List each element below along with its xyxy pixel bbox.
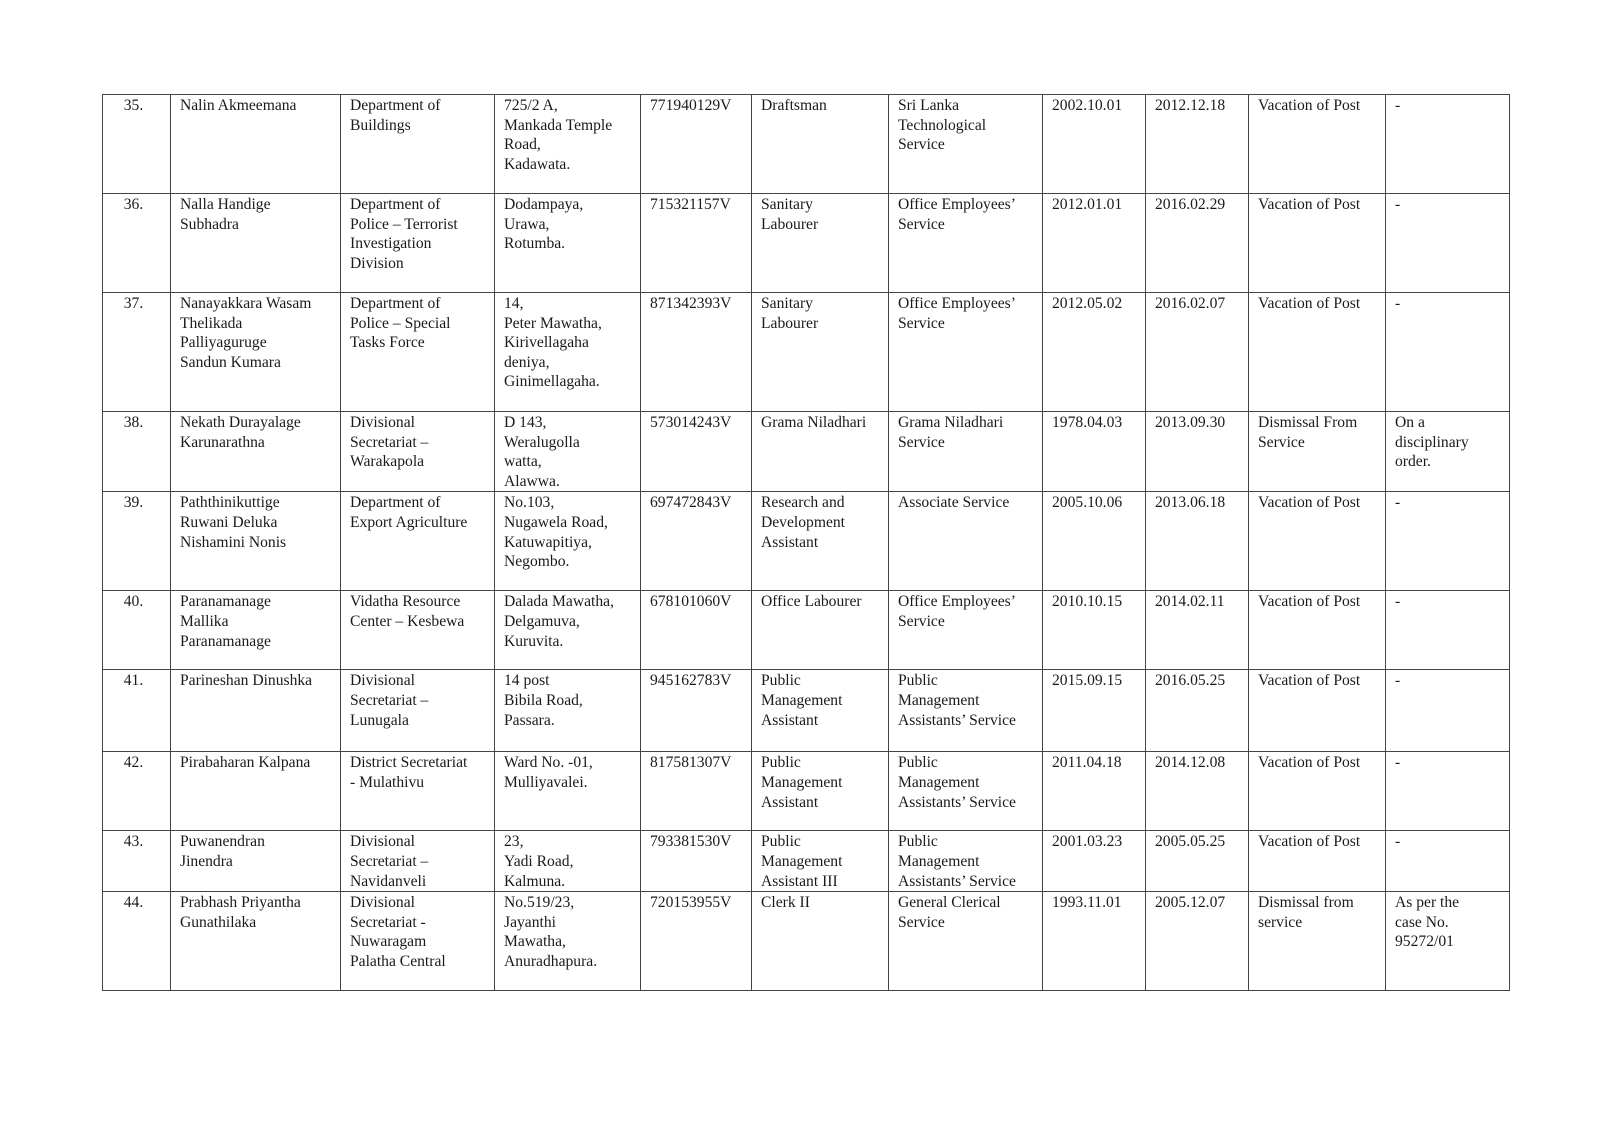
reason-line: Vacation of Post xyxy=(1258,672,1361,690)
address-line: D 143, xyxy=(504,414,547,431)
service-line: Management xyxy=(898,691,980,709)
address-line: deniya, xyxy=(504,353,550,371)
address-line: Anuradhapura. xyxy=(504,952,598,970)
row-number-cell: 36. xyxy=(103,194,171,293)
service-line: Public xyxy=(898,754,938,772)
service-line: Assistants’ Service xyxy=(898,793,1016,811)
name-line: Nalin Akmeemana xyxy=(180,97,297,114)
address-line: Katuwapitiya, xyxy=(504,533,592,551)
name-cell xyxy=(171,194,341,293)
reason-cell xyxy=(1249,194,1386,293)
reason-line: Vacation of Post xyxy=(1258,494,1361,512)
designation-line: Public xyxy=(761,672,801,690)
address-line: watta, xyxy=(504,453,542,471)
row-number-cell: 40. xyxy=(103,591,171,670)
service-line: Office Employees’ xyxy=(898,196,1016,213)
table-row xyxy=(103,752,1510,831)
row-number-cell: 35. xyxy=(103,95,171,194)
service-line: Office Employees’ xyxy=(898,295,1016,312)
name-line: Thelikada xyxy=(180,314,243,332)
appointment-date-cell: 2012.01.01 xyxy=(1043,194,1146,293)
designation-cell xyxy=(752,293,889,412)
department-cell xyxy=(341,591,495,670)
remarks-line: - xyxy=(1395,494,1401,512)
appointment-date-cell: 2012.05.02 xyxy=(1043,293,1146,412)
address-line: Urawa, xyxy=(504,215,550,233)
designation-line: Sanitary xyxy=(761,196,813,213)
department-line: Police – Terrorist xyxy=(350,215,458,233)
service-cell xyxy=(889,831,1043,892)
department-line: Divisional xyxy=(350,894,415,912)
address-cell xyxy=(495,412,641,492)
service-line: Management xyxy=(898,773,980,791)
effective-date-cell: 2014.12.08 xyxy=(1146,752,1249,831)
name-line: Puwanendran xyxy=(180,833,265,851)
department-line: Department of xyxy=(350,295,441,312)
remarks-line: - xyxy=(1395,97,1401,114)
remarks-line: 95272/01 xyxy=(1395,933,1454,951)
reason-cell xyxy=(1249,591,1386,670)
row-number-cell: 39. xyxy=(103,492,171,591)
service-line: Assistants’ Service xyxy=(898,872,1016,890)
service-cell xyxy=(889,892,1043,991)
remarks-cell xyxy=(1386,194,1510,293)
address-line: Kalmuna. xyxy=(504,872,566,890)
address-line: Dalada Mawatha, xyxy=(504,593,614,611)
remarks-line: On a xyxy=(1395,414,1425,431)
name-line: Nishamini Nonis xyxy=(180,533,287,551)
remarks-line: - xyxy=(1395,754,1401,772)
name-cell xyxy=(171,492,341,591)
remarks-line: disciplinary xyxy=(1395,433,1469,451)
service-cell xyxy=(889,492,1043,591)
address-line: No.103, xyxy=(504,494,555,512)
address-line: 23, xyxy=(504,833,524,851)
department-line: Secretariat – xyxy=(350,852,429,870)
name-line: Sandun Kumara xyxy=(180,353,281,371)
address-cell xyxy=(495,95,641,194)
name-line: Parineshan Dinushka xyxy=(180,672,313,690)
name-cell xyxy=(171,293,341,412)
address-line: Delgamuva, xyxy=(504,612,580,630)
designation-line: Clerk II xyxy=(761,894,810,912)
service-line: Service xyxy=(898,433,945,451)
remarks-line: - xyxy=(1395,672,1401,690)
reason-cell xyxy=(1249,752,1386,831)
department-line: Tasks Force xyxy=(350,334,425,352)
service-line: General Clerical xyxy=(898,894,1001,912)
name-cell xyxy=(171,591,341,670)
effective-date-cell: 2016.02.29 xyxy=(1146,194,1249,293)
table-row xyxy=(103,293,1510,412)
nic-number-cell: 817581307V xyxy=(641,752,752,831)
appointment-date-cell: 1978.04.03 xyxy=(1043,412,1146,492)
address-line: 14 post xyxy=(504,672,550,690)
service-line: Service xyxy=(898,913,945,931)
department-line: Department of xyxy=(350,196,441,213)
remarks-cell xyxy=(1386,591,1510,670)
service-line: Public xyxy=(898,833,938,851)
table-body xyxy=(103,95,1510,991)
service-cell xyxy=(889,95,1043,194)
designation-line: Management xyxy=(761,691,843,709)
row-number-cell: 43. xyxy=(103,831,171,892)
name-line: Nalla Handige xyxy=(180,196,271,213)
reason-cell xyxy=(1249,492,1386,591)
reason-line: Service xyxy=(1258,433,1305,451)
address-line: 14, xyxy=(504,295,524,312)
department-line: Divisional xyxy=(350,672,415,690)
designation-line: Assistant xyxy=(761,533,819,551)
designation-line: Labourer xyxy=(761,215,819,233)
designation-line: Sanitary xyxy=(761,295,813,312)
designation-line: Assistant xyxy=(761,793,819,811)
name-cell xyxy=(171,95,341,194)
effective-date-cell: 2013.09.30 xyxy=(1146,412,1249,492)
remarks-cell xyxy=(1386,492,1510,591)
reason-line: Vacation of Post xyxy=(1258,754,1361,772)
department-line: Lunugala xyxy=(350,711,409,729)
service-cell xyxy=(889,194,1043,293)
nic-number-cell: 573014243V xyxy=(641,412,752,492)
name-cell xyxy=(171,752,341,831)
service-cell xyxy=(889,293,1043,412)
service-line: Assistants’ Service xyxy=(898,711,1016,729)
row-number-cell: 38. xyxy=(103,412,171,492)
department-line: District Secretariat xyxy=(350,754,468,772)
designation-line: Public xyxy=(761,833,801,851)
row-number-cell: 42. xyxy=(103,752,171,831)
nic-number-cell: 715321157V xyxy=(641,194,752,293)
address-line: Kadawata. xyxy=(504,155,571,173)
name-line: Paththinikuttige xyxy=(180,494,280,512)
reason-line: Dismissal From xyxy=(1258,414,1358,431)
address-line: Peter Mawatha, xyxy=(504,314,602,332)
address-cell xyxy=(495,892,641,991)
department-cell xyxy=(341,831,495,892)
table-row xyxy=(103,892,1510,991)
name-cell xyxy=(171,892,341,991)
remarks-line: - xyxy=(1395,196,1401,213)
remarks-cell xyxy=(1386,293,1510,412)
appointment-date-cell: 2011.04.18 xyxy=(1043,752,1146,831)
service-line: Service xyxy=(898,314,945,332)
name-line: Pirabaharan Kalpana xyxy=(180,754,311,772)
department-line: Divisional xyxy=(350,833,415,851)
service-line: Management xyxy=(898,852,980,870)
address-cell xyxy=(495,492,641,591)
address-line: Passara. xyxy=(504,711,555,729)
department-line: Warakapola xyxy=(350,453,425,471)
designation-cell xyxy=(752,492,889,591)
department-line: Center – Kesbewa xyxy=(350,612,465,630)
department-line: Divisional xyxy=(350,414,415,431)
name-line: Nanayakkara Wasam xyxy=(180,295,312,312)
remarks-line: - xyxy=(1395,295,1401,312)
name-line: Prabhash Priyantha xyxy=(180,894,301,912)
name-line: Karunarathna xyxy=(180,433,265,451)
name-cell xyxy=(171,670,341,752)
reason-line: Vacation of Post xyxy=(1258,196,1361,213)
remarks-cell xyxy=(1386,412,1510,492)
department-line: Investigation xyxy=(350,235,432,253)
nic-number-cell: 697472843V xyxy=(641,492,752,591)
department-cell xyxy=(341,194,495,293)
name-line: Subhadra xyxy=(180,215,239,233)
remarks-cell xyxy=(1386,95,1510,194)
remarks-cell xyxy=(1386,670,1510,752)
remarks-cell xyxy=(1386,752,1510,831)
table-row xyxy=(103,194,1510,293)
remarks-line: - xyxy=(1395,593,1401,611)
department-line: Secretariat - xyxy=(350,913,426,931)
service-cell xyxy=(889,591,1043,670)
service-line: Technological xyxy=(898,116,987,134)
department-line: Vidatha Resource xyxy=(350,593,461,611)
name-line: Nekath Durayalage xyxy=(180,414,301,431)
department-cell xyxy=(341,670,495,752)
department-line: Department of xyxy=(350,97,441,114)
name-line: Palliyaguruge xyxy=(180,334,267,352)
designation-line: Grama Niladhari xyxy=(761,414,867,431)
service-line: Service xyxy=(898,136,945,154)
name-line: Paranamanage xyxy=(180,593,271,611)
designation-line: Research and xyxy=(761,494,845,512)
address-line: Alawwa. xyxy=(504,472,560,490)
address-line: 725/2 A, xyxy=(504,97,558,114)
service-cell xyxy=(889,670,1043,752)
address-cell xyxy=(495,293,641,412)
effective-date-cell: 2013.06.18 xyxy=(1146,492,1249,591)
effective-date-cell: 2014.02.11 xyxy=(1146,591,1249,670)
department-line: Division xyxy=(350,254,404,272)
designation-line: Public xyxy=(761,754,801,772)
address-cell xyxy=(495,194,641,293)
designation-line: Assistant xyxy=(761,711,819,729)
address-line: Bibila Road, xyxy=(504,691,583,709)
reason-line: Vacation of Post xyxy=(1258,97,1361,114)
address-cell xyxy=(495,831,641,892)
remarks-line: order. xyxy=(1395,453,1431,471)
remarks-cell xyxy=(1386,831,1510,892)
designation-line: Office Labourer xyxy=(761,593,862,611)
name-cell xyxy=(171,831,341,892)
department-line: Police – Special xyxy=(350,314,451,332)
effective-date-cell: 2016.05.25 xyxy=(1146,670,1249,752)
address-line: Negombo. xyxy=(504,553,570,571)
address-cell xyxy=(495,591,641,670)
reason-cell xyxy=(1249,412,1386,492)
department-line: Navidanveli xyxy=(350,872,427,890)
nic-number-cell: 793381530V xyxy=(641,831,752,892)
effective-date-cell: 2005.05.25 xyxy=(1146,831,1249,892)
name-line: Ruwani Deluka xyxy=(180,513,278,531)
table-row xyxy=(103,95,1510,194)
service-line: Office Employees’ xyxy=(898,593,1016,611)
appointment-date-cell: 1993.11.01 xyxy=(1043,892,1146,991)
department-line: Export Agriculture xyxy=(350,513,468,531)
effective-date-cell: 2012.12.18 xyxy=(1146,95,1249,194)
table-row xyxy=(103,831,1510,892)
department-cell xyxy=(341,492,495,591)
address-line: Ginimellagaha. xyxy=(504,373,600,391)
address-line: Yadi Road, xyxy=(504,852,574,870)
service-line: Sri Lanka xyxy=(898,97,960,114)
name-line: Paranamanage xyxy=(180,632,271,650)
designation-line: Management xyxy=(761,773,843,791)
department-line: Nuwaragam xyxy=(350,933,427,951)
effective-date-cell: 2016.02.07 xyxy=(1146,293,1249,412)
remarks-line: - xyxy=(1395,833,1401,851)
address-line: Mankada Temple xyxy=(504,116,613,134)
department-cell xyxy=(341,293,495,412)
address-line: Jayanthi xyxy=(504,913,556,931)
department-line: Department of xyxy=(350,494,441,512)
nic-number-cell: 678101060V xyxy=(641,591,752,670)
reason-cell xyxy=(1249,670,1386,752)
address-line: No.519/23, xyxy=(504,894,575,912)
table-row xyxy=(103,412,1510,492)
reason-line: Dismissal from xyxy=(1258,894,1354,912)
department-cell xyxy=(341,892,495,991)
department-line: Buildings xyxy=(350,116,411,134)
records-table xyxy=(102,94,1510,991)
address-line: Weralugolla xyxy=(504,433,580,451)
row-number-cell: 41. xyxy=(103,670,171,752)
designation-line: Assistant III xyxy=(761,872,838,890)
reason-line: Vacation of Post xyxy=(1258,833,1361,851)
address-line: Ward No. -01, xyxy=(504,754,593,772)
reason-line: Vacation of Post xyxy=(1258,295,1361,312)
reason-cell xyxy=(1249,892,1386,991)
address-cell xyxy=(495,752,641,831)
nic-number-cell: 871342393V xyxy=(641,293,752,412)
address-line: Mulliyavalei. xyxy=(504,773,588,791)
row-number-cell: 37. xyxy=(103,293,171,412)
department-line: - Mulathivu xyxy=(350,773,425,791)
designation-cell xyxy=(752,412,889,492)
table-row xyxy=(103,591,1510,670)
department-cell xyxy=(341,412,495,492)
department-cell xyxy=(341,752,495,831)
service-line: Service xyxy=(898,612,945,630)
designation-line: Draftsman xyxy=(761,97,827,114)
nic-number-cell: 771940129V xyxy=(641,95,752,194)
designation-cell xyxy=(752,892,889,991)
reason-cell xyxy=(1249,95,1386,194)
remarks-line: case No. xyxy=(1395,913,1449,931)
service-line: Public xyxy=(898,672,938,690)
appointment-date-cell: 2010.10.15 xyxy=(1043,591,1146,670)
department-cell xyxy=(341,95,495,194)
service-line: Service xyxy=(898,215,945,233)
appointment-date-cell: 2001.03.23 xyxy=(1043,831,1146,892)
remarks-cell xyxy=(1386,892,1510,991)
designation-cell xyxy=(752,95,889,194)
address-line: Mawatha, xyxy=(504,933,566,951)
effective-date-cell: 2005.12.07 xyxy=(1146,892,1249,991)
designation-cell xyxy=(752,831,889,892)
address-line: Kuruvita. xyxy=(504,632,564,650)
designation-cell xyxy=(752,591,889,670)
address-cell xyxy=(495,670,641,752)
designation-line: Development xyxy=(761,513,846,531)
name-line: Jinendra xyxy=(180,852,233,870)
address-line: Kirivellagaha xyxy=(504,334,589,352)
table-row xyxy=(103,492,1510,591)
reason-line: service xyxy=(1258,913,1303,931)
service-cell xyxy=(889,412,1043,492)
name-cell xyxy=(171,412,341,492)
name-line: Gunathilaka xyxy=(180,913,257,931)
department-line: Secretariat – xyxy=(350,433,429,451)
nic-number-cell: 720153955V xyxy=(641,892,752,991)
service-cell xyxy=(889,752,1043,831)
reason-line: Vacation of Post xyxy=(1258,593,1361,611)
designation-cell xyxy=(752,752,889,831)
department-line: Secretariat – xyxy=(350,691,429,709)
address-line: Road, xyxy=(504,136,541,154)
address-line: Dodampaya, xyxy=(504,196,584,213)
address-line: Nugawela Road, xyxy=(504,513,608,531)
department-line: Palatha Central xyxy=(350,952,446,970)
reason-cell xyxy=(1249,293,1386,412)
appointment-date-cell: 2005.10.06 xyxy=(1043,492,1146,591)
table-row xyxy=(103,670,1510,752)
row-number-cell: 44. xyxy=(103,892,171,991)
designation-cell xyxy=(752,670,889,752)
service-line: Associate Service xyxy=(898,494,1010,512)
address-line: Rotumba. xyxy=(504,235,566,253)
service-line: Grama Niladhari xyxy=(898,414,1004,431)
appointment-date-cell: 2015.09.15 xyxy=(1043,670,1146,752)
remarks-line: As per the xyxy=(1395,894,1460,912)
name-line: Mallika xyxy=(180,612,229,630)
nic-number-cell: 945162783V xyxy=(641,670,752,752)
appointment-date-cell: 2002.10.01 xyxy=(1043,95,1146,194)
designation-line: Labourer xyxy=(761,314,819,332)
designation-line: Management xyxy=(761,852,843,870)
reason-cell xyxy=(1249,831,1386,892)
designation-cell xyxy=(752,194,889,293)
